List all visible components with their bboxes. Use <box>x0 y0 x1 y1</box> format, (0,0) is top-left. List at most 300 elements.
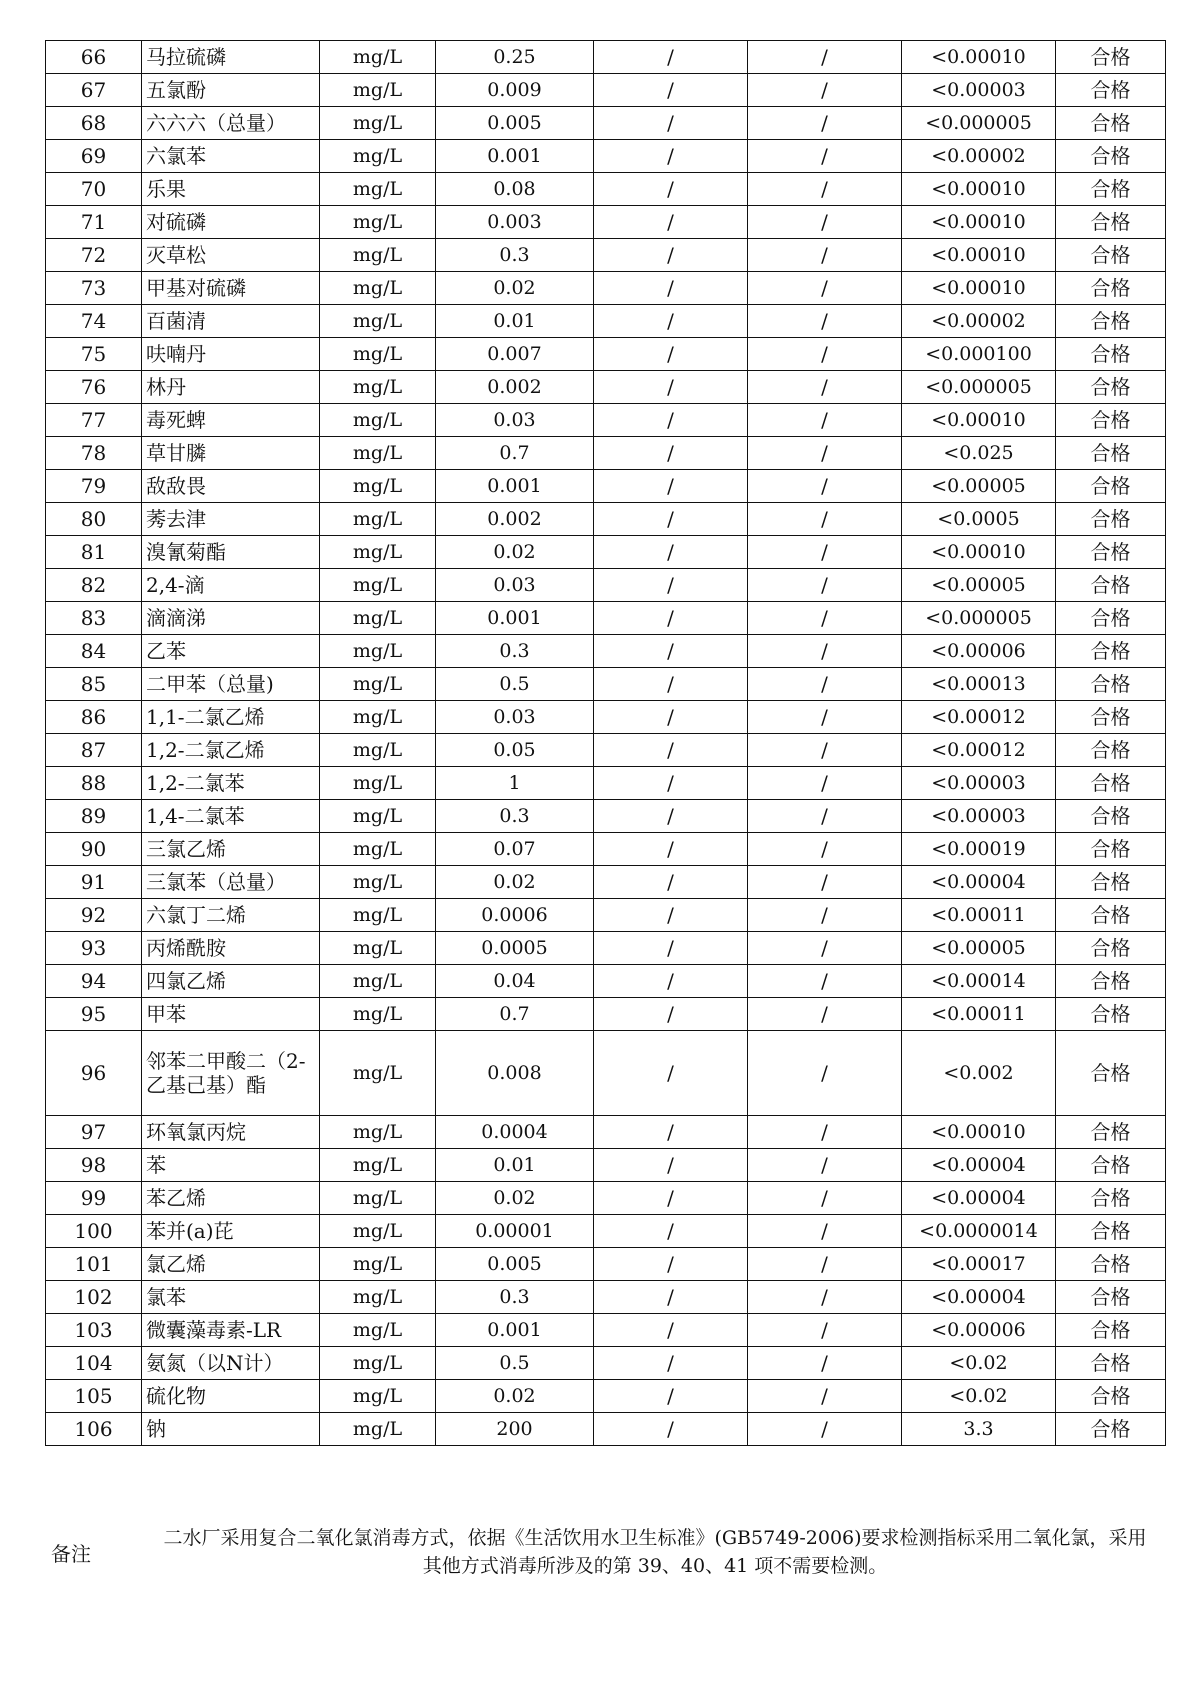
table-row <box>46 74 1166 107</box>
limit-value-cell: 0.7 <box>436 437 594 470</box>
measured-result-cell: <0.00005 <box>902 932 1056 965</box>
verdict-cell: 合格 <box>1056 1031 1166 1116</box>
verdict-cell: 合格 <box>1056 503 1166 536</box>
measured-result-cell: <0.000005 <box>902 371 1056 404</box>
verdict-cell: 合格 <box>1056 569 1166 602</box>
measured-result-cell: <0.00010 <box>902 173 1056 206</box>
verdict-cell: 合格 <box>1056 833 1166 866</box>
not-applicable-cell: / <box>748 437 902 470</box>
verdict-cell: 合格 <box>1056 1248 1166 1281</box>
table-row <box>46 1116 1166 1149</box>
item-name-cell: 滴滴涕 <box>142 602 320 635</box>
item-name-cell: 六氯丁二烯 <box>142 899 320 932</box>
item-name-cell: 硫化物 <box>142 1380 320 1413</box>
not-applicable-cell: / <box>594 437 748 470</box>
limit-value-cell: 0.5 <box>436 1347 594 1380</box>
measured-result-cell: <0.00011 <box>902 998 1056 1031</box>
verdict-cell: 合格 <box>1056 734 1166 767</box>
not-applicable-cell: / <box>748 41 902 74</box>
limit-value-cell: 0.3 <box>436 635 594 668</box>
verdict-cell: 合格 <box>1056 602 1166 635</box>
table-row <box>46 767 1166 800</box>
item-name-cell: 莠去津 <box>142 503 320 536</box>
limit-value-cell: 0.01 <box>436 1149 594 1182</box>
verdict-cell: 合格 <box>1056 272 1166 305</box>
not-applicable-cell: / <box>594 74 748 107</box>
unit-cell: mg/L <box>320 1031 436 1116</box>
item-number-cell: 77 <box>46 404 142 437</box>
item-name-cell: 四氯乙烯 <box>142 965 320 998</box>
limit-value-cell: 0.3 <box>436 800 594 833</box>
measured-result-cell: <0.025 <box>902 437 1056 470</box>
measured-result-cell: <0.000005 <box>902 602 1056 635</box>
measured-result-cell: <0.00006 <box>902 1314 1056 1347</box>
not-applicable-cell: / <box>594 536 748 569</box>
not-applicable-cell: / <box>594 41 748 74</box>
measured-result-cell: <0.00003 <box>902 767 1056 800</box>
measured-result-cell: <0.00010 <box>902 41 1056 74</box>
verdict-cell: 合格 <box>1056 767 1166 800</box>
item-number-cell: 76 <box>46 371 142 404</box>
measured-result-cell: <0.02 <box>902 1380 1056 1413</box>
table-row <box>46 800 1166 833</box>
verdict-cell: 合格 <box>1056 107 1166 140</box>
unit-cell: mg/L <box>320 734 436 767</box>
measured-result-cell: <0.00004 <box>902 866 1056 899</box>
not-applicable-cell: / <box>594 1215 748 1248</box>
not-applicable-cell: / <box>594 800 748 833</box>
unit-cell: mg/L <box>320 371 436 404</box>
unit-cell: mg/L <box>320 965 436 998</box>
not-applicable-cell: / <box>594 1116 748 1149</box>
verdict-cell: 合格 <box>1056 965 1166 998</box>
unit-cell: mg/L <box>320 305 436 338</box>
not-applicable-cell: / <box>594 668 748 701</box>
not-applicable-cell: / <box>748 866 902 899</box>
not-applicable-cell: / <box>748 536 902 569</box>
measured-result-cell: <0.00003 <box>902 74 1056 107</box>
verdict-cell: 合格 <box>1056 1314 1166 1347</box>
not-applicable-cell: / <box>748 1413 902 1446</box>
item-name-cell: 六氯苯 <box>142 140 320 173</box>
item-name-cell: 苯并(a)芘 <box>142 1215 320 1248</box>
verdict-cell: 合格 <box>1056 1116 1166 1149</box>
item-name-cell: 敌敌畏 <box>142 470 320 503</box>
measured-result-cell: <0.00010 <box>902 1116 1056 1149</box>
item-number-cell: 98 <box>46 1149 142 1182</box>
not-applicable-cell: / <box>748 701 902 734</box>
table-row <box>46 866 1166 899</box>
table-row <box>46 437 1166 470</box>
remarks-label: 备注 <box>51 1542 91 1566</box>
not-applicable-cell: / <box>748 1182 902 1215</box>
limit-value-cell: 0.04 <box>436 965 594 998</box>
unit-cell: mg/L <box>320 569 436 602</box>
table-row <box>46 668 1166 701</box>
table-row <box>46 503 1166 536</box>
table-row <box>46 932 1166 965</box>
not-applicable-cell: / <box>748 470 902 503</box>
not-applicable-cell: / <box>594 1380 748 1413</box>
not-applicable-cell: / <box>748 800 902 833</box>
not-applicable-cell: / <box>748 734 902 767</box>
unit-cell: mg/L <box>320 1347 436 1380</box>
item-name-cell: 丙烯酰胺 <box>142 932 320 965</box>
limit-value-cell: 0.002 <box>436 371 594 404</box>
not-applicable-cell: / <box>748 1314 902 1347</box>
limit-value-cell: 0.02 <box>436 272 594 305</box>
not-applicable-cell: / <box>748 1248 902 1281</box>
item-number-cell: 83 <box>46 602 142 635</box>
measured-result-cell: <0.00002 <box>902 140 1056 173</box>
limit-value-cell: 0.0005 <box>436 932 594 965</box>
item-name-cell: 草甘膦 <box>142 437 320 470</box>
limit-value-cell: 0.005 <box>436 1248 594 1281</box>
unit-cell: mg/L <box>320 206 436 239</box>
item-name-cell: 五氯酚 <box>142 74 320 107</box>
item-number-cell: 78 <box>46 437 142 470</box>
unit-cell: mg/L <box>320 701 436 734</box>
limit-value-cell: 0.03 <box>436 404 594 437</box>
limit-value-cell: 0.00001 <box>436 1215 594 1248</box>
limit-value-cell: 0.003 <box>436 206 594 239</box>
unit-cell: mg/L <box>320 1215 436 1248</box>
verdict-cell: 合格 <box>1056 1182 1166 1215</box>
item-number-cell: 73 <box>46 272 142 305</box>
limit-value-cell: 200 <box>436 1413 594 1446</box>
not-applicable-cell: / <box>594 107 748 140</box>
table-row <box>46 272 1166 305</box>
item-name-cell: 马拉硫磷 <box>142 41 320 74</box>
not-applicable-cell: / <box>594 767 748 800</box>
item-number-cell: 71 <box>46 206 142 239</box>
not-applicable-cell: / <box>748 206 902 239</box>
item-name-cell: 氯乙烯 <box>142 1248 320 1281</box>
measured-result-cell: <0.00014 <box>902 965 1056 998</box>
limit-value-cell: 0.02 <box>436 1182 594 1215</box>
unit-cell: mg/L <box>320 536 436 569</box>
item-name-cell: 毒死蜱 <box>142 404 320 437</box>
item-number-cell: 86 <box>46 701 142 734</box>
not-applicable-cell: / <box>748 668 902 701</box>
item-number-cell: 93 <box>46 932 142 965</box>
not-applicable-cell: / <box>748 305 902 338</box>
not-applicable-cell: / <box>748 1149 902 1182</box>
table-row <box>46 206 1166 239</box>
verdict-cell: 合格 <box>1056 899 1166 932</box>
not-applicable-cell: / <box>594 833 748 866</box>
item-name-cell: 林丹 <box>142 371 320 404</box>
item-number-cell: 85 <box>46 668 142 701</box>
unit-cell: mg/L <box>320 1248 436 1281</box>
item-name-cell: 呋喃丹 <box>142 338 320 371</box>
unit-cell: mg/L <box>320 470 436 503</box>
not-applicable-cell: / <box>594 371 748 404</box>
item-name-cell: 六六六（总量） <box>142 107 320 140</box>
limit-value-cell: 0.7 <box>436 998 594 1031</box>
measured-result-cell: <0.00019 <box>902 833 1056 866</box>
item-name-cell: 对硫磷 <box>142 206 320 239</box>
not-applicable-cell: / <box>748 998 902 1031</box>
not-applicable-cell: / <box>594 602 748 635</box>
not-applicable-cell: / <box>594 635 748 668</box>
unit-cell: mg/L <box>320 833 436 866</box>
verdict-cell: 合格 <box>1056 206 1166 239</box>
item-number-cell: 82 <box>46 569 142 602</box>
verdict-cell: 合格 <box>1056 668 1166 701</box>
not-applicable-cell: / <box>594 239 748 272</box>
verdict-cell: 合格 <box>1056 701 1166 734</box>
not-applicable-cell: / <box>594 173 748 206</box>
unit-cell: mg/L <box>320 239 436 272</box>
water-quality-results-table <box>45 40 1166 1446</box>
not-applicable-cell: / <box>594 338 748 371</box>
verdict-cell: 合格 <box>1056 1281 1166 1314</box>
measured-result-cell: <0.00005 <box>902 470 1056 503</box>
unit-cell: mg/L <box>320 1380 436 1413</box>
item-number-cell: 100 <box>46 1215 142 1248</box>
not-applicable-cell: / <box>594 965 748 998</box>
limit-value-cell: 0.3 <box>436 1281 594 1314</box>
limit-value-cell: 0.02 <box>436 536 594 569</box>
table-row <box>46 569 1166 602</box>
measured-result-cell: <0.0005 <box>902 503 1056 536</box>
table-row <box>46 1281 1166 1314</box>
item-name-cell: 1,2-二氯乙烯 <box>142 734 320 767</box>
not-applicable-cell: / <box>594 899 748 932</box>
item-name-cell: 三氯苯（总量） <box>142 866 320 899</box>
verdict-cell: 合格 <box>1056 800 1166 833</box>
limit-value-cell: 0.007 <box>436 338 594 371</box>
unit-cell: mg/L <box>320 866 436 899</box>
not-applicable-cell: / <box>594 1248 748 1281</box>
item-name-cell: 2,4-滴 <box>142 569 320 602</box>
remarks-text: 二水厂采用复合二氧化氯消毒方式，依据《生活饮用水卫生标准》(GB5749-2006)要求检测指标采用二氧化氯，采用其他方式消毒所涉及的第 39、40、41 项不需要检测。 <box>163 1527 1147 1577</box>
not-applicable-cell: / <box>594 1413 748 1446</box>
measured-result-cell: <0.002 <box>902 1031 1056 1116</box>
measured-result-cell: <0.00010 <box>902 536 1056 569</box>
item-name-cell: 甲基对硫磷 <box>142 272 320 305</box>
table-row <box>46 305 1166 338</box>
limit-value-cell: 0.0006 <box>436 899 594 932</box>
measured-result-cell: <0.00003 <box>902 800 1056 833</box>
item-number-cell: 67 <box>46 74 142 107</box>
limit-value-cell: 0.01 <box>436 305 594 338</box>
not-applicable-cell: / <box>748 1116 902 1149</box>
limit-value-cell: 0.25 <box>436 41 594 74</box>
verdict-cell: 合格 <box>1056 404 1166 437</box>
item-name-cell: 1,1-二氯乙烯 <box>142 701 320 734</box>
table-row <box>46 965 1166 998</box>
verdict-cell: 合格 <box>1056 437 1166 470</box>
measured-result-cell: <0.00010 <box>902 206 1056 239</box>
table-row <box>46 107 1166 140</box>
item-name-cell: 百菌清 <box>142 305 320 338</box>
not-applicable-cell: / <box>748 173 902 206</box>
not-applicable-cell: / <box>594 866 748 899</box>
table-row <box>46 1182 1166 1215</box>
unit-cell: mg/L <box>320 41 436 74</box>
limit-value-cell: 0.008 <box>436 1031 594 1116</box>
table-row <box>46 1347 1166 1380</box>
limit-value-cell: 0.009 <box>436 74 594 107</box>
item-name-cell: 苯乙烯 <box>142 1182 320 1215</box>
not-applicable-cell: / <box>594 404 748 437</box>
item-number-cell: 94 <box>46 965 142 998</box>
unit-cell: mg/L <box>320 602 436 635</box>
item-name-cell: 灭草松 <box>142 239 320 272</box>
item-name-cell: 溴氰菊酯 <box>142 536 320 569</box>
item-number-cell: 89 <box>46 800 142 833</box>
unit-cell: mg/L <box>320 1182 436 1215</box>
limit-value-cell: 0.07 <box>436 833 594 866</box>
verdict-cell: 合格 <box>1056 1149 1166 1182</box>
not-applicable-cell: / <box>594 1031 748 1116</box>
item-name-cell: 苯 <box>142 1149 320 1182</box>
item-number-cell: 95 <box>46 998 142 1031</box>
limit-value-cell: 0.02 <box>436 866 594 899</box>
not-applicable-cell: / <box>748 1215 902 1248</box>
item-number-cell: 79 <box>46 470 142 503</box>
table-row <box>46 1413 1166 1446</box>
measured-result-cell: <0.00012 <box>902 734 1056 767</box>
unit-cell: mg/L <box>320 338 436 371</box>
limit-value-cell: 0.001 <box>436 1314 594 1347</box>
item-name-cell: 氨氮（以N计） <box>142 1347 320 1380</box>
verdict-cell: 合格 <box>1056 140 1166 173</box>
not-applicable-cell: / <box>594 305 748 338</box>
item-number-cell: 68 <box>46 107 142 140</box>
measured-result-cell: <0.00010 <box>902 272 1056 305</box>
unit-cell: mg/L <box>320 1413 436 1446</box>
measured-result-cell: <0.00006 <box>902 635 1056 668</box>
item-number-cell: 105 <box>46 1380 142 1413</box>
item-number-cell: 101 <box>46 1248 142 1281</box>
unit-cell: mg/L <box>320 800 436 833</box>
not-applicable-cell: / <box>748 899 902 932</box>
item-number-cell: 87 <box>46 734 142 767</box>
not-applicable-cell: / <box>748 140 902 173</box>
measured-result-cell: <0.00010 <box>902 239 1056 272</box>
item-name-cell: 氯苯 <box>142 1281 320 1314</box>
item-name-cell: 钠 <box>142 1413 320 1446</box>
verdict-cell: 合格 <box>1056 998 1166 1031</box>
table-row <box>46 833 1166 866</box>
limit-value-cell: 0.3 <box>436 239 594 272</box>
table-row <box>46 1248 1166 1281</box>
not-applicable-cell: / <box>748 338 902 371</box>
verdict-cell: 合格 <box>1056 41 1166 74</box>
not-applicable-cell: / <box>748 569 902 602</box>
table-row <box>46 635 1166 668</box>
measured-result-cell: <0.000005 <box>902 107 1056 140</box>
measured-result-cell: <0.00012 <box>902 701 1056 734</box>
table-row <box>46 404 1166 437</box>
not-applicable-cell: / <box>748 107 902 140</box>
table-row <box>46 1380 1166 1413</box>
measured-result-cell: <0.02 <box>902 1347 1056 1380</box>
measured-result-cell: <0.00002 <box>902 305 1056 338</box>
not-applicable-cell: / <box>748 932 902 965</box>
not-applicable-cell: / <box>748 635 902 668</box>
not-applicable-cell: / <box>748 272 902 305</box>
table-row <box>46 1314 1166 1347</box>
not-applicable-cell: / <box>748 1347 902 1380</box>
limit-value-cell: 0.03 <box>436 569 594 602</box>
limit-value-cell: 0.001 <box>436 140 594 173</box>
item-number-cell: 106 <box>46 1413 142 1446</box>
item-number-cell: 80 <box>46 503 142 536</box>
measured-result-cell: <0.00010 <box>902 404 1056 437</box>
unit-cell: mg/L <box>320 635 436 668</box>
not-applicable-cell: / <box>748 965 902 998</box>
table-row <box>46 140 1166 173</box>
item-name-cell: 1,2-二氯苯 <box>142 767 320 800</box>
table-row <box>46 701 1166 734</box>
table-row <box>46 998 1166 1031</box>
verdict-cell: 合格 <box>1056 239 1166 272</box>
unit-cell: mg/L <box>320 74 436 107</box>
verdict-cell: 合格 <box>1056 173 1166 206</box>
item-name-cell: 环氧氯丙烷 <box>142 1116 320 1149</box>
table-row <box>46 1149 1166 1182</box>
unit-cell: mg/L <box>320 404 436 437</box>
measured-result-cell: <0.00004 <box>902 1281 1056 1314</box>
measured-result-cell: <0.0000014 <box>902 1215 1056 1248</box>
item-number-cell: 90 <box>46 833 142 866</box>
not-applicable-cell: / <box>748 602 902 635</box>
not-applicable-cell: / <box>594 569 748 602</box>
unit-cell: mg/L <box>320 1281 436 1314</box>
unit-cell: mg/L <box>320 107 436 140</box>
item-number-cell: 92 <box>46 899 142 932</box>
unit-cell: mg/L <box>320 272 436 305</box>
not-applicable-cell: / <box>748 371 902 404</box>
not-applicable-cell: / <box>594 998 748 1031</box>
table-row <box>46 899 1166 932</box>
verdict-cell: 合格 <box>1056 338 1166 371</box>
unit-cell: mg/L <box>320 1116 436 1149</box>
unit-cell: mg/L <box>320 503 436 536</box>
measured-result-cell: <0.00005 <box>902 569 1056 602</box>
item-number-cell: 66 <box>46 41 142 74</box>
verdict-cell: 合格 <box>1056 470 1166 503</box>
item-name-cell: 邻苯二甲酸二（2-乙基己基）酯 <box>142 1031 320 1116</box>
verdict-cell: 合格 <box>1056 536 1166 569</box>
item-number-cell: 70 <box>46 173 142 206</box>
not-applicable-cell: / <box>594 701 748 734</box>
limit-value-cell: 1 <box>436 767 594 800</box>
item-number-cell: 99 <box>46 1182 142 1215</box>
not-applicable-cell: / <box>748 404 902 437</box>
unit-cell: mg/L <box>320 668 436 701</box>
item-number-cell: 88 <box>46 767 142 800</box>
measured-result-cell: <0.000100 <box>902 338 1056 371</box>
item-name-cell: 二甲苯（总量) <box>142 668 320 701</box>
not-applicable-cell: / <box>594 1347 748 1380</box>
verdict-cell: 合格 <box>1056 1347 1166 1380</box>
item-name-cell: 1,4-二氯苯 <box>142 800 320 833</box>
verdict-cell: 合格 <box>1056 635 1166 668</box>
table-row <box>46 1031 1166 1116</box>
not-applicable-cell: / <box>594 1281 748 1314</box>
item-number-cell: 97 <box>46 1116 142 1149</box>
table-row <box>46 470 1166 503</box>
limit-value-cell: 0.08 <box>436 173 594 206</box>
verdict-cell: 合格 <box>1056 1215 1166 1248</box>
limit-value-cell: 0.02 <box>436 1380 594 1413</box>
item-number-cell: 103 <box>46 1314 142 1347</box>
